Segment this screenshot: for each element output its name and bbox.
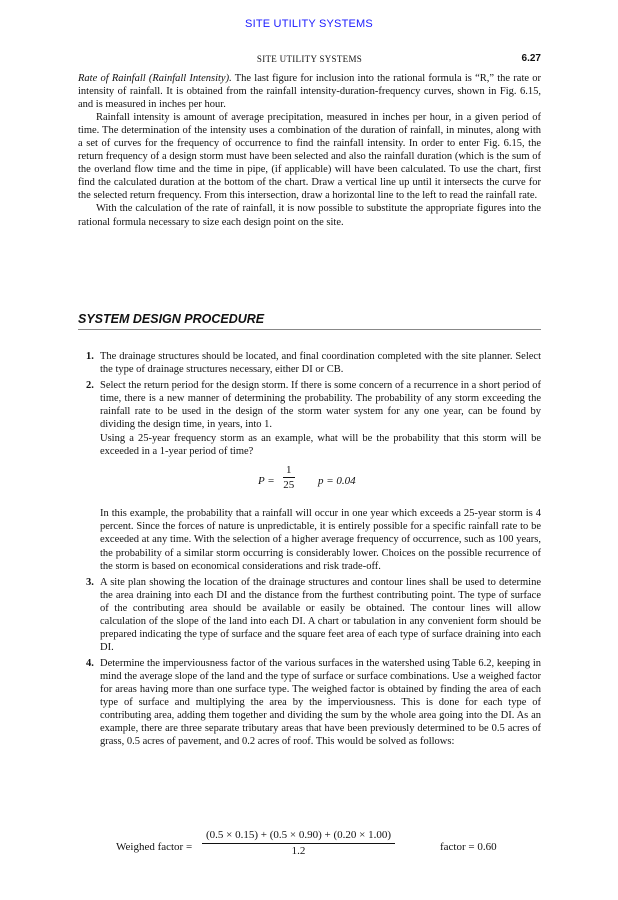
rainfall-rate-term: Rate of Rainfall (Rainfall Intensity). xyxy=(78,73,232,84)
intro-paragraph-2: Rainfall intensity is amount of average precipitation, measured in inches per hour, in a given period of time. The determination of the intensity uses a combination of the duration of rainfall, in minutes, along with a set of curves for the frequency of occurrence to find the rainfall intensity. In order to enter Fig. 6.15, the return frequency of a design storm must have been selected and also the rainfall duration (which is the sum of the overland flow time and the time in pipe, (if applicable) will have been calculated. To use the chart, first find the calculated duration at the bottom of the chart. Draw a vertical line up until it intersects the curve for the selected return frequency. From this intersection, draw a horizontal line to the left to read the rainfall rate. xyxy=(78,112,541,202)
running-head-title: SITE UTILITY SYSTEMS xyxy=(256,54,363,64)
weighed-factor-label: Weighed factor = xyxy=(116,841,193,853)
equation-lhs: P = xyxy=(258,475,275,488)
intro-paragraph-3: With the calculation of the rate of rainfall, it is now possible to substitute the appropriate figures into the rational formula necessary to size each design point on the site. xyxy=(78,203,541,228)
running-head xyxy=(78,54,541,68)
list-item-number: 4. xyxy=(86,657,94,669)
intro-section xyxy=(78,72,541,229)
list-item xyxy=(78,576,541,654)
site-banner: SITE UTILITY SYSTEMS xyxy=(245,18,373,30)
list-item xyxy=(78,379,541,573)
intro-paragraph-1 xyxy=(78,72,541,111)
list-item-text: Determine the imperviousness factor of the various surfaces in the watershed using Table 6.2, keeping in mind the average slope of the land and the type of surface or surface combinations. Use a weighed factor for areas having more than one surface type. The weighed factor is obtained by finding the area of each type of surface and multiplying the area by the imperviousness. This is done for each type of contributing area, adding them together and dividing the sum by the whole area going into the DI. As an example, there are three separate tributary areas that have been previously determined to be 0.5 acres of grass, 0.5 acres of pavement, and 0.2 acres of roof. This would be solved as follows: xyxy=(100,657,541,748)
weighed-factor-denominator: 1.2 xyxy=(291,845,306,857)
list-item-text: The drainage structures should be located, and final coordination completed with the site planner. Select the type of drainage structures necessary, either DI or CB. xyxy=(100,351,541,376)
list-item-number: 1. xyxy=(86,351,94,362)
weighed-factor-numerator: (0.5 × 0.15) + (0.5 × 0.90) + (0.20 × 1.00) xyxy=(202,828,395,844)
list-item xyxy=(78,657,541,748)
page-number: 6.27 xyxy=(521,53,541,64)
fraction-denominator: 25 xyxy=(283,479,295,492)
list-item-text: Select the return period for the design storm. If there is some concern of a recurrence in a short period of time, there is a new manner of determining the probability. The probability of any storm exceeding the rainfall rate to be used in the design of the storm water system for any one year, can be found by dividing the design time, in years, into 1. xyxy=(100,380,541,431)
weighed-factor-equation xyxy=(78,828,541,868)
section-heading: SYSTEM DESIGN PROCEDURE xyxy=(78,312,541,330)
weighed-factor-fraction xyxy=(202,828,395,859)
list-item-example: Using a 25-year frequency storm as an example, what will be the probability that this storm will be exceeded in a 1-year period of time? xyxy=(100,433,541,458)
weighed-factor-result: factor = 0.60 xyxy=(440,841,497,853)
list-item-explanation: In this example, the probability that a rainfall will occur in one year which exceeds a 25-year storm is 4 percent. Since the forces of nature is unpredictable, it is entirely possible for a specific rainfall rate to be exceeded at any time. With the selection of a higher average frequency of occurrence, such as 100 years, the probability of a similar storm occurring is considerably lower. Choices on the possible recurrence of the storm is based on economical considerations and risk trade-off. xyxy=(100,508,541,572)
equation-fraction xyxy=(283,463,295,492)
probability-equation xyxy=(100,463,541,503)
intro-paragraph-1-text: The last figure for inclusion into the rational formula is “R,” the rate or intensity of rainfall. It is obtained from the rainfall intensity-duration-frequency curves, shown in Fig. 6.15, and is measured in inches per hour. xyxy=(78,73,541,111)
procedure-list xyxy=(78,350,541,751)
list-item-number: 2. xyxy=(86,380,94,392)
fraction-numerator: 1 xyxy=(283,463,295,478)
equation-rhs: p = 0.04 xyxy=(318,475,356,488)
list-item-number: 3. xyxy=(86,576,94,588)
list-item xyxy=(78,350,541,376)
list-item-text: A site plan showing the location of the drainage structures and contour lines shall be used to determine the area draining into each DI and the distance from the furthest contributing point. The type of surface of the contributing area should be available or easily be obtained. The contour lines will allow calculation of the slope of the land into each DI. A chart or tabulation in any convenient form should be prepared indicating the type of surface and the square feet area of each type of surface draining into each DI. xyxy=(100,576,541,653)
